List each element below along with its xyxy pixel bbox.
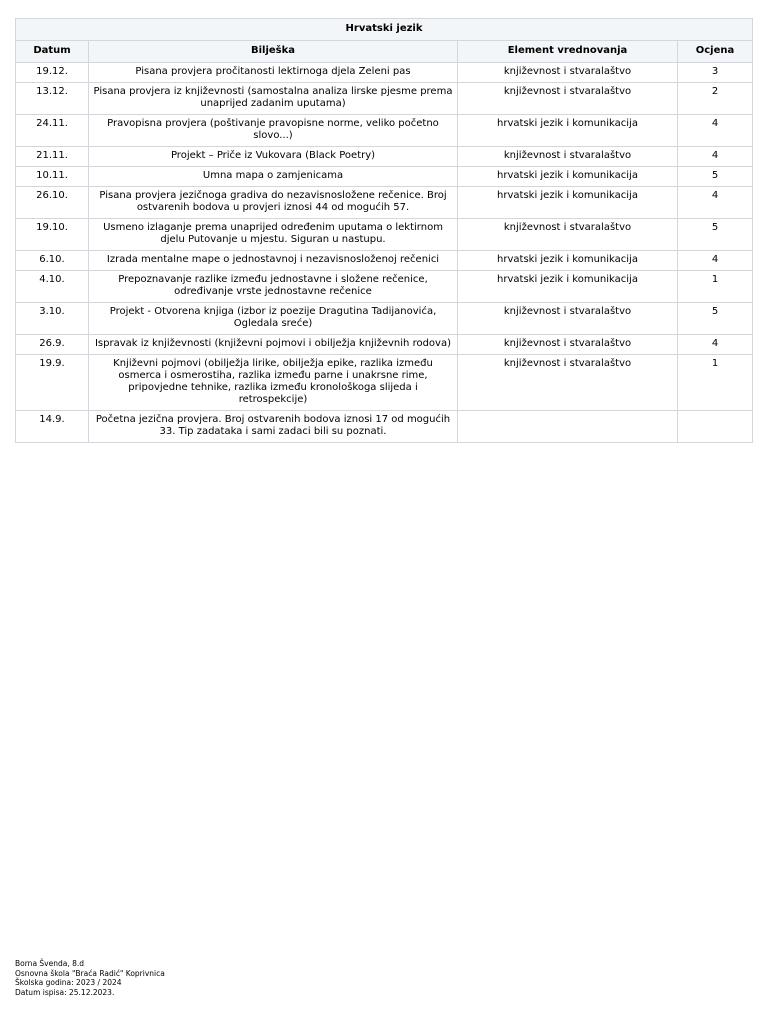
- table-row: [16, 187, 753, 219]
- grades-table: [15, 18, 753, 443]
- grade-value: 2: [678, 83, 753, 115]
- grade-note: Usmeno izlaganje prema unaprijed određenim uputama o lektirnom djelu Putovanje u mjestu. Siguran u nastupu.: [89, 219, 458, 251]
- subject-title-row: [16, 19, 753, 41]
- table-row: [16, 303, 753, 335]
- table-row: [16, 83, 753, 115]
- grade-element: književnost i stvaralaštvo: [458, 355, 678, 411]
- column-header-grade: Ocjena: [678, 41, 753, 63]
- grade-element: književnost i stvaralaštvo: [458, 83, 678, 115]
- table-row: [16, 167, 753, 187]
- column-header-date: Datum: [16, 41, 89, 63]
- table-row: [16, 251, 753, 271]
- grade-date: 19.10.: [16, 219, 89, 251]
- grade-note: Pisana provjera pročitanosti lektirnoga djela Zeleni pas: [89, 63, 458, 83]
- grade-date: 24.11.: [16, 115, 89, 147]
- grade-value: 4: [678, 115, 753, 147]
- grade-date: 13.12.: [16, 83, 89, 115]
- grade-element: hrvatski jezik i komunikacija: [458, 115, 678, 147]
- grade-value: 4: [678, 187, 753, 219]
- grade-note: Umna mapa o zamjenicama: [89, 167, 458, 187]
- grade-note: Prepoznavanje razlike između jednostavne i složene rečenice, određivanje vrste jednostavne rečenice: [89, 271, 458, 303]
- grade-date: 21.11.: [16, 147, 89, 167]
- table-row: [16, 335, 753, 355]
- grade-date: 4.10.: [16, 271, 89, 303]
- grades-sheet: [15, 18, 752, 443]
- grade-element: književnost i stvaralaštvo: [458, 147, 678, 167]
- grade-value: [678, 411, 753, 443]
- school-name: Osnovna škola "Braća Radić" Koprivnica: [15, 968, 165, 978]
- grade-note: Književni pojmovi (obilježja lirike, obilježja epike, razlika između osmerca i osmerostiha, razlika između parne i unakrsne rime, pripovjedne tehnike, razlika između kronološkoga slijeda i retrospekcije): [89, 355, 458, 411]
- student-name: Borna Švenda, 8.d: [15, 959, 85, 968]
- grade-element: hrvatski jezik i komunikacija: [458, 271, 678, 303]
- grade-element: [458, 411, 678, 443]
- school-year: Školska godina: 2023 / 2024: [15, 978, 122, 987]
- print-footer: [15, 959, 165, 997]
- grade-date: 26.10.: [16, 187, 89, 219]
- grade-value: 4: [678, 251, 753, 271]
- grade-element: književnost i stvaralaštvo: [458, 335, 678, 355]
- grade-value: 3: [678, 63, 753, 83]
- grade-element: književnost i stvaralaštvo: [458, 219, 678, 251]
- grade-element: književnost i stvaralaštvo: [458, 63, 678, 83]
- grade-date: 14.9.: [16, 411, 89, 443]
- grades-table-body: [16, 63, 753, 443]
- table-row: [16, 355, 753, 411]
- subject-title: Hrvatski jezik: [16, 19, 753, 41]
- grade-note: Pisana provjera jezičnoga gradiva do nezavisnosložene rečenice. Broj ostvarenih bodova u provjeri iznosi 44 od mogućih 57.: [89, 187, 458, 219]
- grade-note: Projekt - Otvorena knjiga (izbor iz poezije Dragutina Tadijanovića, Ogledala sreće): [89, 303, 458, 335]
- grade-date: 3.10.: [16, 303, 89, 335]
- grade-value: 1: [678, 355, 753, 411]
- grade-note: Projekt – Priče iz Vukovara (Black Poetry): [89, 147, 458, 167]
- grade-element: hrvatski jezik i komunikacija: [458, 187, 678, 219]
- grades-table-head: [16, 19, 753, 63]
- table-row: [16, 63, 753, 83]
- print-date: Datum ispisa: 25.12.2023.: [15, 987, 115, 997]
- grade-element: hrvatski jezik i komunikacija: [458, 167, 678, 187]
- grade-date: 10.11.: [16, 167, 89, 187]
- grade-date: 19.9.: [16, 355, 89, 411]
- grade-date: 6.10.: [16, 251, 89, 271]
- grade-value: 5: [678, 219, 753, 251]
- grade-value: 1: [678, 271, 753, 303]
- table-row: [16, 411, 753, 443]
- column-header-element: Element vrednovanja: [458, 41, 678, 63]
- column-header-row: [16, 41, 753, 63]
- grade-note: Izrada mentalne mape o jednostavnoj i nezavisnosloženoj rečenici: [89, 251, 458, 271]
- table-row: [16, 219, 753, 251]
- column-header-note: Bilješka: [89, 41, 458, 63]
- grade-date: 19.12.: [16, 63, 89, 83]
- grade-note: Pisana provjera iz književnosti (samostalna analiza lirske pjesme prema unaprijed zadanim uputama): [89, 83, 458, 115]
- table-row: [16, 271, 753, 303]
- grade-note: Početna jezična provjera. Broj ostvarenih bodova iznosi 17 od mogućih 33. Tip zadataka i sami zadaci bili su poznati.: [89, 411, 458, 443]
- table-row: [16, 115, 753, 147]
- grade-element: književnost i stvaralaštvo: [458, 303, 678, 335]
- grade-value: 5: [678, 303, 753, 335]
- grade-note: Ispravak iz književnosti (književni pojmovi i obilježja književnih rodova): [89, 335, 458, 355]
- grade-value: 4: [678, 147, 753, 167]
- table-row: [16, 147, 753, 167]
- grade-value: 4: [678, 335, 753, 355]
- grade-note: Pravopisna provjera (poštivanje pravopisne norme, veliko početno slovo...): [89, 115, 458, 147]
- grade-date: 26.9.: [16, 335, 89, 355]
- grade-element: hrvatski jezik i komunikacija: [458, 251, 678, 271]
- grade-value: 5: [678, 167, 753, 187]
